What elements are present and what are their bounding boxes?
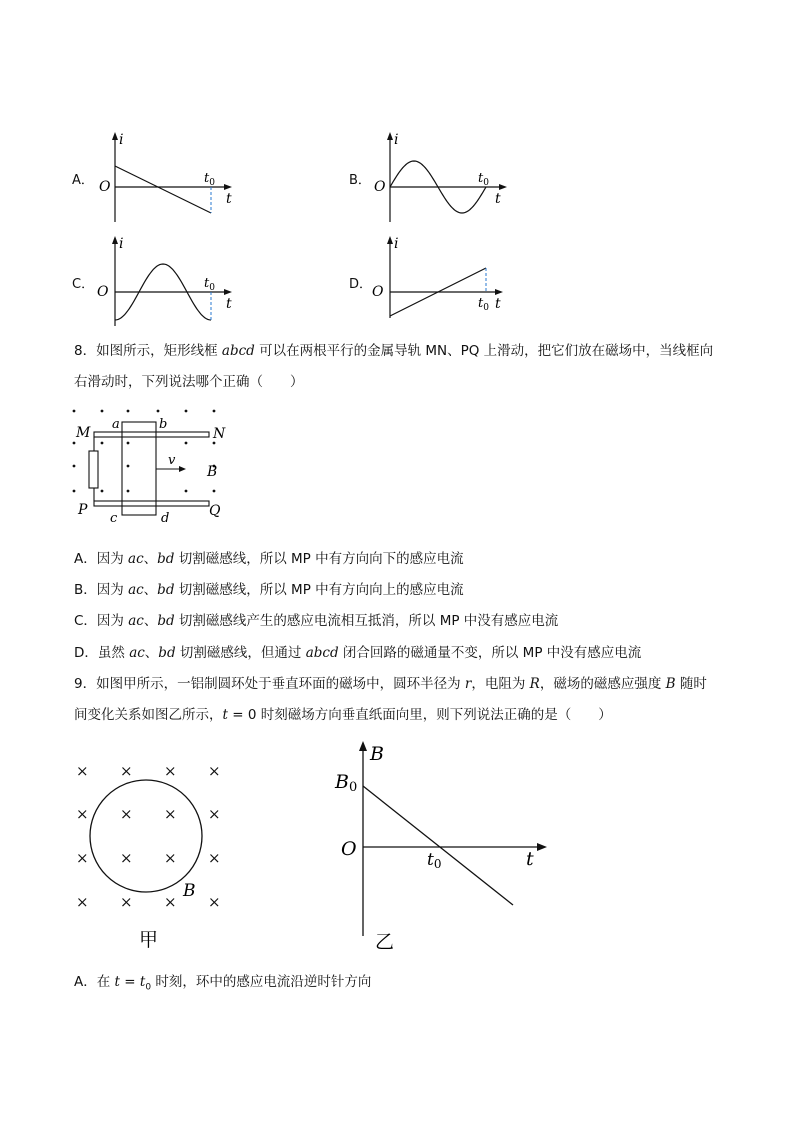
svg-text:×: × — [208, 762, 221, 780]
q9-figure-yi — [330, 736, 555, 956]
svg-text:b: b — [159, 417, 168, 432]
q8-line-2: 右滑动时，下列说法哪个正确（ ） — [74, 374, 304, 390]
caption-jia: 甲 — [139, 929, 159, 951]
svg-text:×: × — [208, 849, 221, 867]
q9-option-a: A．在 $t = t_0$ 时刻，环中的感应电流沿逆时针方向 — [74, 974, 372, 993]
option-c-graph — [90, 234, 250, 329]
caption-yi: 乙 — [375, 931, 395, 953]
svg-text:×: × — [164, 805, 177, 823]
q8-line-1: 8．如图所示，矩形线框 abcd 可以在两根平行的金属导轨 MN、PQ 上滑动，把它们放在磁场中，当线框向 — [74, 343, 714, 359]
option-b-label: B． — [349, 173, 371, 188]
option-a-graph — [90, 130, 250, 225]
svg-text:×: × — [164, 849, 177, 867]
svg-text:O: O — [374, 179, 386, 195]
svg-text:×: × — [76, 762, 89, 780]
field-crosses — [76, 762, 221, 911]
svg-text:i: i — [119, 236, 124, 252]
origin-label: O — [99, 179, 111, 195]
svg-text:×: × — [208, 893, 221, 911]
svg-text:Q: Q — [209, 503, 221, 519]
svg-text:i: i — [394, 132, 399, 148]
option-d-graph — [365, 234, 525, 329]
svg-text:t0: $t_0$ — [204, 276, 215, 293]
rail-pq — [94, 501, 209, 506]
resistor — [89, 451, 98, 488]
svg-text:O: O — [372, 284, 384, 300]
svg-text:×: × — [208, 805, 221, 823]
svg-text:×: × — [76, 805, 89, 823]
q8-option-c: C．因为 ac、bd 切割磁感线产生的感应电流相互抵消，所以 MP 中没有感应电流 — [74, 613, 559, 629]
svg-text:t0: $t_0$ — [478, 171, 489, 188]
t0-label: $t_0$ — [204, 171, 215, 188]
q8-option-d: D．虽然 ac、bd 切割磁感线，但通过 abcd 闭合回路的磁通量不变，所以 MP 中没有感应电流 — [74, 645, 642, 661]
svg-text:t: t — [495, 296, 501, 312]
svg-text:a: a — [112, 417, 120, 432]
svg-text:P: P — [78, 502, 88, 518]
q8-option-b: B．因为 ac、bd 切割磁感线，所以 MP 中有方向向上的感应电流 — [74, 582, 464, 598]
svg-text:B: B — [207, 464, 218, 480]
svg-text:i: i — [394, 236, 399, 252]
svg-text:t0: $t_0$ — [478, 296, 489, 313]
svg-text:t: t — [226, 296, 232, 312]
svg-text:×: × — [76, 849, 89, 867]
option-c-label: C． — [72, 277, 95, 292]
svg-text:t: t — [526, 848, 534, 870]
svg-text:M: M — [76, 425, 91, 441]
svg-text:O: O — [341, 838, 357, 860]
option-a-label: A． — [72, 173, 94, 188]
svg-text:×: × — [120, 893, 133, 911]
q8-figure — [66, 408, 236, 528]
svg-text:×: × — [76, 893, 89, 911]
q9-line-1: 9．如图甲所示，一铝制圆环处于垂直环面的磁场中，圆环半径为 r，电阻为 R，磁场的磁感应强度 B 随时 — [74, 676, 707, 692]
svg-text:B: B — [183, 881, 196, 901]
t-axis-arrow — [224, 184, 232, 190]
svg-text:×: × — [120, 805, 133, 823]
svg-text:v: v — [168, 453, 176, 468]
svg-text:B: B — [370, 743, 384, 765]
svg-text:O: O — [97, 284, 109, 300]
q9-figure-jia — [66, 756, 236, 956]
b-line — [363, 786, 513, 905]
current-line — [115, 166, 211, 213]
svg-text:×: × — [120, 849, 133, 867]
svg-text:N: N — [213, 426, 226, 442]
svg-text:B0: B0 — [335, 771, 358, 795]
rail-mn — [94, 432, 209, 437]
svg-text:t0: t0 — [427, 850, 442, 871]
option-b-graph — [365, 130, 525, 225]
i-axis-arrow — [112, 132, 118, 140]
svg-text:d: d — [161, 511, 170, 526]
q8-option-a: A．因为 ac、bd 切割磁感线，所以 MP 中有方向向下的感应电流 — [74, 551, 464, 567]
svg-text:t: t — [495, 191, 501, 207]
svg-text:×: × — [120, 762, 133, 780]
aluminum-ring — [90, 780, 202, 892]
i-label: i — [119, 132, 124, 148]
q9-line-2: 间变化关系如图乙所示，t = 0 时刻磁场方向垂直纸面向里，则下列说法正确的是（ ） — [74, 707, 612, 723]
option-d-label: D． — [349, 277, 373, 292]
svg-text:×: × — [164, 762, 177, 780]
t-label: t — [226, 191, 232, 207]
svg-text:×: × — [164, 893, 177, 911]
svg-text:c: c — [110, 511, 118, 526]
